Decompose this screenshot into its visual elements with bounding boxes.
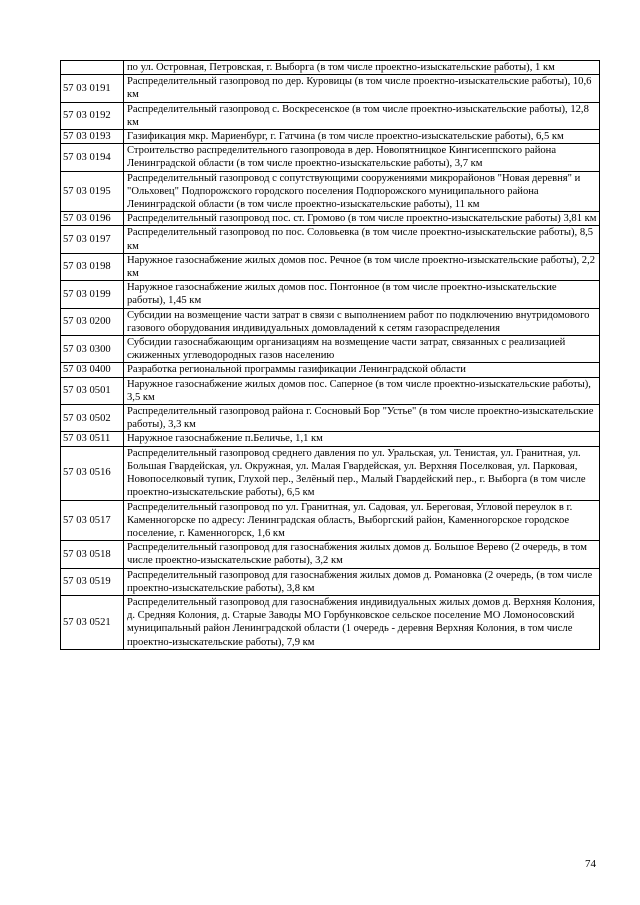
table-row	[61, 61, 600, 75]
table-row	[61, 336, 600, 363]
table-row	[61, 432, 600, 446]
row-code: 57 03 0518	[61, 541, 124, 568]
row-code: 57 03 0501	[61, 377, 124, 404]
row-code: 57 03 0196	[61, 212, 124, 226]
row-description: Наружное газоснабжение жилых домов пос. Саперное (в том числе проектно-изыскательские работы), 3,5 км	[124, 377, 600, 404]
row-description: Наружное газоснабжение жилых домов пос. Речное (в том числе проектно-изыскательские работы), 2,2 км	[124, 253, 600, 280]
table-row	[61, 595, 600, 649]
table-row	[61, 171, 600, 212]
row-code: 57 03 0517	[61, 500, 124, 541]
table-row	[61, 144, 600, 171]
table-row	[61, 377, 600, 404]
row-description: Распределительный газопровод среднего давления по ул. Уральская, ул. Тенистая, ул. Гранитная, ул. Большая Гвардейская, ул. Окружная, ул. Малая Гвардейская, ул. Верхняя Поселковая, ул. Парковая, Новопоселковый тупик, Глухой пер., Зелёный пер., Малый Гвардейский пер., г. Выборга (в том числе проектно-изыскательские работы), 6,5 км	[124, 446, 600, 500]
row-description: Распределительный газопровод пос. ст. Громово (в том числе проектно-изыскательские работы) 3,81 км	[124, 212, 600, 226]
row-description: Субсидии на возмещение части затрат в связи с выполнением работ по подключению внутридомового газового оборудования индивидуальных домовладений к сетям газораспределения	[124, 308, 600, 335]
table-row	[61, 500, 600, 541]
row-description: Распределительный газопровод для газоснабжения индивидуальных жилых домов д. Верхняя Колония, д. Средняя Колония, д. Старые Заводы МО Горбунковское сельское поселение МО Ломоносовский муниципальный район Ленинградской области (1 очередь - деревня Верхняя Колония, в том числе проектно-изыскательские работы), 7,9 км	[124, 595, 600, 649]
row-description: Распределительный газопровод для газоснабжения жилых домов д. Романовка (2 очередь, (в том числе проектно-изыскательские работы), 3,8 км	[124, 568, 600, 595]
row-code: 57 03 0200	[61, 308, 124, 335]
table-row	[61, 405, 600, 432]
row-code: 57 03 0521	[61, 595, 124, 649]
table-row	[61, 75, 600, 102]
table-row	[61, 102, 600, 129]
row-code: 57 03 0192	[61, 102, 124, 129]
row-description: Субсидии газоснабжающим организациям на возмещение части затрат, связанных с реализацией сжиженных углеводородных газов населению	[124, 336, 600, 363]
row-code: 57 03 0516	[61, 446, 124, 500]
row-description: Распределительный газопровод по дер. Куровицы (в том числе проектно-изыскательские работы), 10,6 км	[124, 75, 600, 102]
row-code: 57 03 0400	[61, 363, 124, 377]
row-description: Строительство распределительного газопровода в дер. Новопятницкое Кингисеппского района Ленинградской области (в том числе проектно-изыскательские работы), 3,7 км	[124, 144, 600, 171]
row-code: 57 03 0511	[61, 432, 124, 446]
row-code: 57 03 0198	[61, 253, 124, 280]
row-description: Распределительный газопровод с сопутствующими сооружениями микрорайонов "Новая деревня" и "Ольховец" Подпорожского городского поселения Подпорожского муниципального района Ленинградской области (в том числе проектно-изыскательские работы), 11 км	[124, 171, 600, 212]
row-description: Разработка региональной программы газификации Ленинградской области	[124, 363, 600, 377]
row-description: Наружное газоснабжение п.Беличье, 1,1 км	[124, 432, 600, 446]
row-description: Наружное газоснабжение жилых домов пос. Понтонное (в том числе проектно-изыскательские работы), 1,45 км	[124, 281, 600, 308]
row-code: 57 03 0502	[61, 405, 124, 432]
row-code: 57 03 0193	[61, 130, 124, 144]
table-row	[61, 541, 600, 568]
table-row	[61, 212, 600, 226]
table-row	[61, 568, 600, 595]
row-code	[61, 61, 124, 75]
table-row	[61, 226, 600, 253]
table-row	[61, 363, 600, 377]
table-row	[61, 130, 600, 144]
row-description: Распределительный газопровод по пос. Соловьевка (в том числе проектно-изыскательские работы), 8,5 км	[124, 226, 600, 253]
row-code: 57 03 0519	[61, 568, 124, 595]
row-description: Распределительный газопровод по ул. Гранитная, ул. Садовая, ул. Береговая, Угловой переулок в г. Каменногорске по адресу: Ленинградская область, Выборгский район, Каменногорское городское поселение, г. Каменногорск, 1,6 км	[124, 500, 600, 541]
row-code: 57 03 0197	[61, 226, 124, 253]
program-table	[60, 60, 600, 650]
row-code: 57 03 0300	[61, 336, 124, 363]
table-row	[61, 281, 600, 308]
row-code: 57 03 0195	[61, 171, 124, 212]
row-code: 57 03 0194	[61, 144, 124, 171]
program-table-body	[61, 61, 600, 650]
row-description: Газификация мкр. Мариенбург, г. Гатчина (в том числе проектно-изыскательские работы), 6,5 км	[124, 130, 600, 144]
row-description: по ул. Островная, Петровская, г. Выборга (в том числе проектно-изыскательские работы), 1 км	[124, 61, 600, 75]
page-number: 74	[585, 858, 596, 870]
row-code: 57 03 0199	[61, 281, 124, 308]
table-row	[61, 253, 600, 280]
row-description: Распределительный газопровод с. Воскресенское (в том числе проектно-изыскательские работы), 12,8 км	[124, 102, 600, 129]
row-description: Распределительный газопровод для газоснабжения жилых домов д. Большое Верево (2 очередь, в том числе проектно-изыскательские работы), 3,2 км	[124, 541, 600, 568]
table-row	[61, 308, 600, 335]
row-description: Распределительный газопровод района г. Сосновый Бор "Устье" (в том числе проектно-изыскательские работы), 3,3 км	[124, 405, 600, 432]
row-code: 57 03 0191	[61, 75, 124, 102]
table-row	[61, 446, 600, 500]
